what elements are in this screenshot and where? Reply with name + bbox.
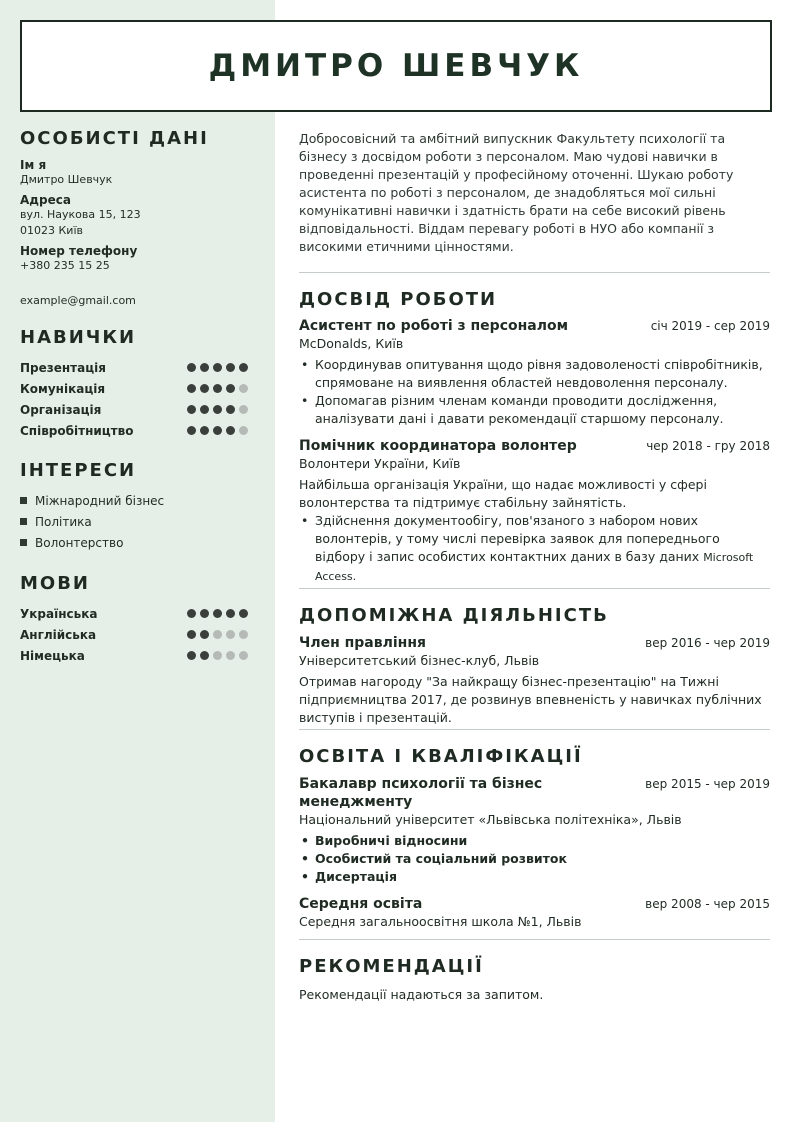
rating-dot-filled-icon	[226, 609, 235, 618]
interest-item	[20, 532, 260, 553]
job-header	[299, 437, 770, 455]
interest-item	[20, 490, 260, 511]
rating-dot-filled-icon	[200, 384, 209, 393]
rating-dot-empty-icon	[239, 630, 248, 639]
rating-dot-filled-icon	[213, 609, 222, 618]
rating-dot-filled-icon	[226, 363, 235, 372]
rating-dot-filled-icon	[187, 651, 196, 660]
rating-dot-filled-icon	[213, 405, 222, 414]
skills-heading: НАВИЧКИ	[20, 327, 137, 348]
rating-dot-empty-icon	[213, 651, 222, 660]
rating-dots	[187, 405, 248, 414]
skill-item-label: Організація	[20, 402, 102, 417]
education-title: Бакалавр психології та бізнес менеджменту	[299, 776, 543, 810]
language-item	[20, 603, 260, 624]
phone-label: Номер телефону	[20, 244, 138, 258]
rating-dot-filled-icon	[187, 363, 196, 372]
education-bullet: • Особистий та соціальний розвиток	[299, 850, 770, 868]
interest-label: Міжнародний бізнес	[35, 493, 165, 508]
rating-dot-empty-icon	[239, 426, 248, 435]
job-entry	[299, 317, 770, 428]
language-item	[20, 624, 260, 645]
rating-dot-filled-icon	[226, 405, 235, 414]
right-column	[299, 130, 770, 1004]
rating-dot-filled-icon	[239, 363, 248, 372]
education-section	[299, 748, 770, 931]
education-date: вер 2008 - чер 2015	[645, 897, 770, 911]
rating-dot-empty-icon	[226, 651, 235, 660]
rating-dot-filled-icon	[200, 651, 209, 660]
skill-item	[20, 420, 260, 441]
rating-dots	[187, 426, 248, 435]
education-heading: ОСВІТА І КВАЛІФІКАЦІЇ	[299, 746, 583, 767]
job-entry	[299, 437, 770, 586]
skill-item-label: Презентація	[20, 360, 106, 375]
job-bullet-text: Здійснення документообігу, пов'язаного з набором нових волонтерів, у тому числі перевірка заявок для попереднього відбору і запис особистих контактних даних в базу даних	[315, 513, 720, 564]
education-bullet: • Виробничі відносини	[299, 832, 770, 850]
job-title: Асистент по роботі з персоналом	[299, 318, 569, 334]
address-line-2: 01023 Київ	[20, 224, 83, 237]
rating-dot-empty-icon	[213, 630, 222, 639]
rating-dot-filled-icon	[213, 363, 222, 372]
interest-label: Політика	[35, 514, 92, 529]
skill-item-label: Співробітництво	[20, 423, 134, 438]
language-item-label: Англійська	[20, 627, 97, 642]
section-divider	[299, 588, 770, 589]
education-institution: Середня загальноосвітня школа №1, Львів	[299, 914, 582, 929]
rating-dot-empty-icon	[239, 384, 248, 393]
activity-description: Отримав нагороду "За найкращу бізнес-презентацію" на Тижні підприємництва 2017, де розвинув впевненість у навичках публічних виступів і презентацій.	[299, 674, 762, 725]
language-item-label: Українська	[20, 606, 98, 621]
activities-section	[299, 607, 770, 727]
skills-list	[20, 357, 260, 441]
education-date: вер 2015 - чер 2019	[645, 777, 770, 791]
section-divider	[299, 729, 770, 730]
rating-dot-empty-icon	[239, 651, 248, 660]
activity-date: вер 2016 - чер 2019	[645, 636, 770, 650]
left-column	[20, 128, 260, 666]
phone-value: +380 235 15 25	[20, 259, 110, 272]
interests-heading: ІНТЕРЕСИ	[20, 460, 137, 481]
rating-dots	[187, 630, 248, 639]
education-title: Середня освіта	[299, 896, 423, 912]
section-divider	[299, 272, 770, 273]
rating-dot-filled-icon	[239, 609, 248, 618]
experience-section	[299, 291, 770, 586]
references-text: Рекомендації надаються за запитом.	[299, 987, 544, 1002]
references-heading: РЕКОМЕНДАЦІЇ	[299, 956, 484, 977]
name-label: Ім я	[20, 158, 47, 172]
activity-organization: Університетський бізнес-клуб, Львів	[299, 653, 540, 668]
rating-dot-filled-icon	[200, 363, 209, 372]
activity-header	[299, 634, 770, 652]
interest-label: Волонтерство	[35, 535, 124, 550]
job-bullets	[299, 356, 770, 428]
personal-section	[20, 128, 260, 307]
job-header	[299, 317, 770, 335]
job-description: Найбільша організація України, що надає можливості у сфері волонтерства та підтримує стабільну зайнятість.	[299, 477, 707, 510]
candidate-name: ДМИТРО ШЕВЧУК	[208, 48, 584, 84]
rating-dot-empty-icon	[226, 630, 235, 639]
references-section	[299, 958, 770, 1004]
square-bullet-icon	[20, 539, 27, 546]
skill-item-label: Комунікація	[20, 381, 106, 396]
rating-dot-filled-icon	[226, 426, 235, 435]
rating-dot-filled-icon	[226, 384, 235, 393]
education-bullet: • Дисертація	[299, 868, 770, 886]
job-organization: McDonalds, Київ	[299, 336, 404, 351]
activities-heading: ДОПОМІЖНА ДІЯЛЬНІСТЬ	[299, 605, 609, 626]
experience-heading: ДОСВІД РОБОТИ	[299, 289, 498, 310]
education-entry	[299, 895, 770, 931]
skills-section	[20, 327, 260, 441]
languages-heading: МОВИ	[20, 573, 90, 594]
languages-list	[20, 603, 260, 666]
name-value: Дмитро Шевчук	[20, 173, 113, 186]
square-bullet-icon	[20, 497, 27, 504]
rating-dots	[187, 363, 248, 372]
activity-entry	[299, 634, 770, 727]
job-date: чер 2018 - гру 2018	[646, 439, 770, 453]
skill-item	[20, 378, 260, 399]
education-entry	[299, 775, 770, 886]
job-bullet: • Координував опитування щодо рівня задоволеності співробітників, спрямоване на виявлення областей невдоволення персоналу.	[299, 356, 770, 392]
rating-dot-filled-icon	[187, 630, 196, 639]
interest-item	[20, 511, 260, 532]
rating-dots	[187, 651, 248, 660]
job-bullet: • Допомагав різним членам команди проводити дослідження, аналізувати дані і давати рекомендації старшому персоналу.	[299, 392, 770, 428]
education-header	[299, 775, 770, 811]
job-bullet	[299, 512, 770, 586]
rating-dots	[187, 384, 248, 393]
email-link[interactable]: example@gmail.com	[20, 294, 136, 307]
interests-list	[20, 490, 260, 553]
job-bullet-tail: Microsoft Access.	[315, 551, 754, 583]
rating-dot-filled-icon	[187, 405, 196, 414]
education-institution: Національний університет «Львівська політехніка», Львів	[299, 812, 682, 827]
education-bullets	[299, 832, 770, 886]
rating-dot-filled-icon	[187, 609, 196, 618]
address-label: Адреса	[20, 193, 71, 207]
job-title: Помічник координатора волонтер	[299, 438, 577, 454]
section-divider	[299, 939, 770, 940]
address-line-1: вул. Наукова 15, 123	[20, 208, 141, 221]
job-organization: Волонтери України, Київ	[299, 456, 461, 471]
rating-dots	[187, 609, 248, 618]
name-header	[20, 20, 772, 112]
personal-heading: ОСОБИСТІ ДАНІ	[20, 128, 209, 149]
skill-item	[20, 357, 260, 378]
profile-summary: Добросовісний та амбітний випускник Факультету психології та бізнесу з досвідом роботи з персоналом. Маю чудові навички в проведенні презентацій у професійному оточенні. Шукаю роботу асистента по роботі з персоналом, де знадобляться мої сильні комунікативні навички і здатність брати на себе високий рівень відповідальності. Віддам перевагу роботі в НУО або компанії з високими етичними цінностями.	[299, 131, 734, 254]
rating-dot-filled-icon	[187, 426, 196, 435]
rating-dot-filled-icon	[200, 405, 209, 414]
job-date: січ 2019 - сер 2019	[650, 319, 770, 333]
rating-dot-filled-icon	[213, 384, 222, 393]
language-item-label: Німецька	[20, 648, 85, 663]
rating-dot-filled-icon	[200, 609, 209, 618]
square-bullet-icon	[20, 518, 27, 525]
interests-section	[20, 460, 260, 553]
education-header	[299, 895, 770, 913]
rating-dot-empty-icon	[239, 405, 248, 414]
activity-title: Член правління	[299, 635, 426, 651]
rating-dot-filled-icon	[213, 426, 222, 435]
rating-dot-filled-icon	[200, 426, 209, 435]
language-item	[20, 645, 260, 666]
skill-item	[20, 399, 260, 420]
rating-dot-filled-icon	[200, 630, 209, 639]
languages-section	[20, 573, 260, 666]
rating-dot-filled-icon	[187, 384, 196, 393]
job-bullets	[299, 512, 770, 586]
